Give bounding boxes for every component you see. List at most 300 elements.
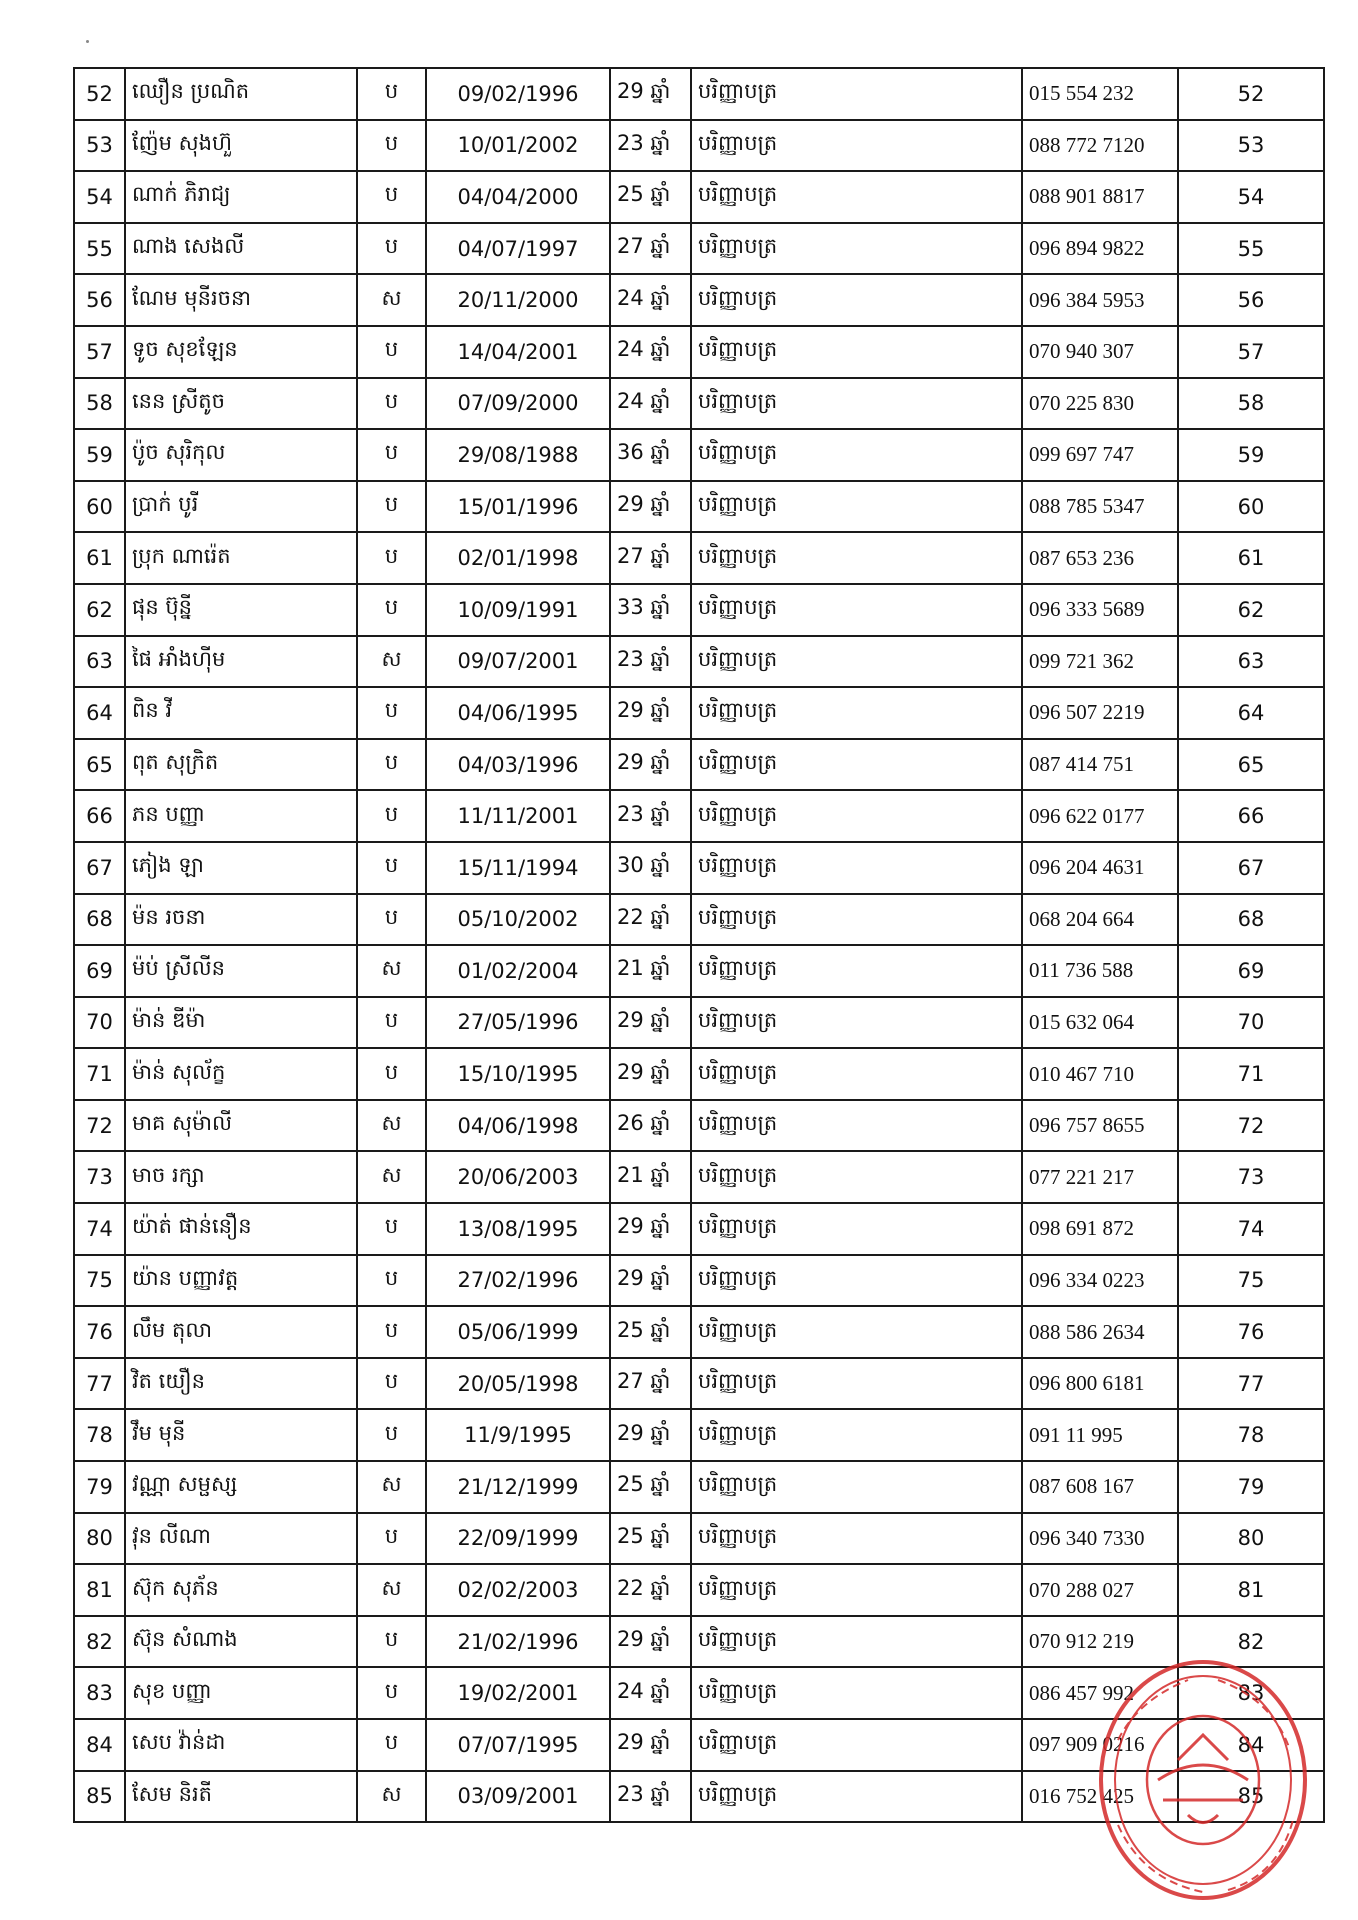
candidate-degree: បរិញ្ញាបត្រ [691, 378, 1022, 430]
table-row [74, 274, 1324, 326]
candidate-age: 29 ឆ្នាំ [610, 1255, 691, 1307]
candidate-birthdate: 21/12/1999 [426, 1461, 610, 1513]
candidate-degree: បរិញ្ញាបត្រ [691, 1564, 1022, 1616]
row-index: 77 [1178, 1358, 1324, 1410]
candidate-sex: ស [357, 1771, 426, 1823]
candidate-phone: 096 340 7330 [1022, 1513, 1178, 1565]
candidate-birthdate: 04/03/1996 [426, 739, 610, 791]
candidate-age: 25 ឆ្នាំ [610, 1461, 691, 1513]
candidate-degree: បរិញ្ញាបត្រ [691, 1667, 1022, 1719]
row-index: 52 [1178, 68, 1324, 120]
candidate-name: ពុត សុក្រិត [125, 739, 357, 791]
row-index: 62 [1178, 584, 1324, 636]
row-index: 69 [1178, 945, 1324, 997]
candidate-sex: ប [357, 68, 426, 120]
row-index: 56 [1178, 274, 1324, 326]
candidate-name: ណាក់ ភិរាជ្យ [125, 171, 357, 223]
candidate-sex: ស [357, 1461, 426, 1513]
row-number: 77 [74, 1358, 125, 1410]
candidate-phone: 096 622 0177 [1022, 790, 1178, 842]
candidate-name: នេន ស្រីតូច [125, 378, 357, 430]
row-index: 55 [1178, 223, 1324, 275]
candidate-degree: បរិញ្ញាបត្រ [691, 945, 1022, 997]
row-index: 85 [1178, 1771, 1324, 1823]
candidate-phone: 015 554 232 [1022, 68, 1178, 120]
candidate-degree: បរិញ្ញាបត្រ [691, 1048, 1022, 1100]
candidate-sex: ប [357, 1255, 426, 1307]
row-number: 57 [74, 326, 125, 378]
candidate-sex: ប [357, 1048, 426, 1100]
candidate-name: ផៃ អាំងហ៊ីម [125, 636, 357, 688]
candidate-birthdate: 04/06/1998 [426, 1100, 610, 1152]
candidate-phone: 096 204 4631 [1022, 842, 1178, 894]
candidate-name: ឈឿន ប្រណិត [125, 68, 357, 120]
row-index: 82 [1178, 1616, 1324, 1668]
candidate-age: 21 ឆ្នាំ [610, 1151, 691, 1203]
candidate-name: ពិន វី [125, 687, 357, 739]
candidate-table [73, 67, 1325, 1823]
candidate-phone: 097 909 0216 [1022, 1719, 1178, 1771]
candidate-phone: 087 414 751 [1022, 739, 1178, 791]
candidate-sex: ប [357, 1667, 426, 1719]
candidate-sex: ប [357, 1358, 426, 1410]
table-row [74, 894, 1324, 946]
candidate-age: 23 ឆ្នាំ [610, 790, 691, 842]
candidate-birthdate: 11/9/1995 [426, 1409, 610, 1461]
row-number: 54 [74, 171, 125, 223]
candidate-age: 23 ឆ្នាំ [610, 636, 691, 688]
candidate-phone: 096 800 6181 [1022, 1358, 1178, 1410]
candidate-sex: ប [357, 120, 426, 172]
candidate-sex: ប [357, 223, 426, 275]
candidate-phone: 087 653 236 [1022, 532, 1178, 584]
candidate-phone: 016 752 425 [1022, 1771, 1178, 1823]
candidate-age: 22 ឆ្នាំ [610, 894, 691, 946]
row-index: 71 [1178, 1048, 1324, 1100]
row-number: 60 [74, 481, 125, 533]
row-number: 61 [74, 532, 125, 584]
row-index: 57 [1178, 326, 1324, 378]
row-number: 73 [74, 1151, 125, 1203]
candidate-birthdate: 01/02/2004 [426, 945, 610, 997]
candidate-name: យ៉ាន បញ្ញាវត្ត [125, 1255, 357, 1307]
row-number: 71 [74, 1048, 125, 1100]
candidate-name: សេប វ៉ាន់ដា [125, 1719, 357, 1771]
candidate-degree: បរិញ្ញាបត្រ [691, 1771, 1022, 1823]
row-number: 81 [74, 1564, 125, 1616]
row-number: 65 [74, 739, 125, 791]
candidate-degree: បរិញ្ញាបត្រ [691, 1616, 1022, 1668]
table-row [74, 739, 1324, 791]
candidate-age: 29 ឆ្នាំ [610, 68, 691, 120]
candidate-sex: ប [357, 997, 426, 1049]
candidate-age: 29 ឆ្នាំ [610, 1409, 691, 1461]
candidate-age: 24 ឆ្នាំ [610, 378, 691, 430]
candidate-phone: 091 11 995 [1022, 1409, 1178, 1461]
candidate-phone: 096 334 0223 [1022, 1255, 1178, 1307]
candidate-birthdate: 20/05/1998 [426, 1358, 610, 1410]
candidate-name: សែម និរតី [125, 1771, 357, 1823]
candidate-age: 29 ឆ្នាំ [610, 1719, 691, 1771]
candidate-birthdate: 11/11/2001 [426, 790, 610, 842]
candidate-age: 25 ឆ្នាំ [610, 171, 691, 223]
row-number: 76 [74, 1306, 125, 1358]
candidate-phone: 099 697 747 [1022, 429, 1178, 481]
candidate-sex: ប [357, 1409, 426, 1461]
row-number: 69 [74, 945, 125, 997]
candidate-phone: 087 608 167 [1022, 1461, 1178, 1513]
candidate-birthdate: 14/04/2001 [426, 326, 610, 378]
candidate-birthdate: 15/11/1994 [426, 842, 610, 894]
row-number: 58 [74, 378, 125, 430]
candidate-birthdate: 04/07/1997 [426, 223, 610, 275]
candidate-age: 29 ឆ្នាំ [610, 1203, 691, 1255]
candidate-degree: បរិញ្ញាបត្រ [691, 1461, 1022, 1513]
table-row [74, 120, 1324, 172]
row-index: 59 [1178, 429, 1324, 481]
table-row [74, 378, 1324, 430]
candidate-sex: ប [357, 1513, 426, 1565]
table-row [74, 584, 1324, 636]
candidate-name: វឹម មុនី [125, 1409, 357, 1461]
candidate-phone: 096 894 9822 [1022, 223, 1178, 275]
candidate-age: 33 ឆ្នាំ [610, 584, 691, 636]
candidate-age: 23 ឆ្នាំ [610, 1771, 691, 1823]
candidate-name: ភៀង ឡា [125, 842, 357, 894]
candidate-phone: 015 632 064 [1022, 997, 1178, 1049]
table-row [74, 842, 1324, 894]
candidate-degree: បរិញ្ញាបត្រ [691, 842, 1022, 894]
candidate-birthdate: 27/05/1996 [426, 997, 610, 1049]
candidate-age: 29 ឆ្នាំ [610, 997, 691, 1049]
candidate-degree: បរិញ្ញាបត្រ [691, 120, 1022, 172]
row-number: 68 [74, 894, 125, 946]
candidate-birthdate: 02/02/2003 [426, 1564, 610, 1616]
row-number: 59 [74, 429, 125, 481]
table-row [74, 532, 1324, 584]
table-row [74, 1771, 1324, 1823]
candidate-degree: បរិញ្ញាបត្រ [691, 739, 1022, 791]
candidate-age: 29 ឆ្នាំ [610, 687, 691, 739]
table-row [74, 1564, 1324, 1616]
candidate-phone: 098 691 872 [1022, 1203, 1178, 1255]
row-number: 64 [74, 687, 125, 739]
row-index: 81 [1178, 1564, 1324, 1616]
candidate-degree: បរិញ្ញាបត្រ [691, 481, 1022, 533]
candidate-birthdate: 05/06/1999 [426, 1306, 610, 1358]
row-index: 72 [1178, 1100, 1324, 1152]
candidate-sex: ស [357, 945, 426, 997]
row-index: 78 [1178, 1409, 1324, 1461]
candidate-name: វណ្ណា សម្ផស្ស [125, 1461, 357, 1513]
row-number: 78 [74, 1409, 125, 1461]
table-row [74, 997, 1324, 1049]
row-number: 66 [74, 790, 125, 842]
table-row [74, 1616, 1324, 1668]
row-index: 63 [1178, 636, 1324, 688]
candidate-sex: ប [357, 171, 426, 223]
row-index: 79 [1178, 1461, 1324, 1513]
row-index: 83 [1178, 1667, 1324, 1719]
candidate-phone: 096 507 2219 [1022, 687, 1178, 739]
row-number: 62 [74, 584, 125, 636]
candidate-phone: 096 333 5689 [1022, 584, 1178, 636]
candidate-birthdate: 20/11/2000 [426, 274, 610, 326]
candidate-age: 27 ឆ្នាំ [610, 223, 691, 275]
row-number: 80 [74, 1513, 125, 1565]
candidate-age: 24 ឆ្នាំ [610, 1667, 691, 1719]
table-row [74, 1461, 1324, 1513]
candidate-name: ណាង សេងលី [125, 223, 357, 275]
candidate-name: ម៉ាន់ សុល័ក្ខ [125, 1048, 357, 1100]
table-row [74, 1151, 1324, 1203]
candidate-birthdate: 05/10/2002 [426, 894, 610, 946]
candidate-degree: បរិញ្ញាបត្រ [691, 1255, 1022, 1307]
candidate-degree: បរិញ្ញាបត្រ [691, 223, 1022, 275]
row-number: 82 [74, 1616, 125, 1668]
candidate-age: 27 ឆ្នាំ [610, 1358, 691, 1410]
row-index: 80 [1178, 1513, 1324, 1565]
candidate-age: 25 ឆ្នាំ [610, 1513, 691, 1565]
candidate-name: ម៉ាន់ ឌីម៉ា [125, 997, 357, 1049]
candidate-birthdate: 15/01/1996 [426, 481, 610, 533]
candidate-degree: បរិញ្ញាបត្រ [691, 584, 1022, 636]
candidate-birthdate: 03/09/2001 [426, 1771, 610, 1823]
candidate-age: 21 ឆ្នាំ [610, 945, 691, 997]
candidate-age: 25 ឆ្នាំ [610, 1306, 691, 1358]
row-number: 85 [74, 1771, 125, 1823]
candidate-table-body [74, 68, 1324, 1822]
candidate-name: លឹម តុលា [125, 1306, 357, 1358]
candidate-birthdate: 10/09/1991 [426, 584, 610, 636]
candidate-degree: បរិញ្ញាបត្រ [691, 636, 1022, 688]
candidate-birthdate: 09/02/1996 [426, 68, 610, 120]
row-number: 63 [74, 636, 125, 688]
candidate-degree: បរិញ្ញាបត្រ [691, 274, 1022, 326]
candidate-phone: 088 772 7120 [1022, 120, 1178, 172]
candidate-sex: ប [357, 790, 426, 842]
candidate-name: វុន លីណា [125, 1513, 357, 1565]
table-row [74, 945, 1324, 997]
candidate-sex: ប [357, 739, 426, 791]
row-index: 70 [1178, 997, 1324, 1049]
table-row [74, 1048, 1324, 1100]
row-index: 73 [1178, 1151, 1324, 1203]
candidate-degree: បរិញ្ញាបត្រ [691, 532, 1022, 584]
candidate-age: 29 ឆ្នាំ [610, 1616, 691, 1668]
table-row [74, 1667, 1324, 1719]
row-index: 64 [1178, 687, 1324, 739]
candidate-name: ប្រាក់ បូរី [125, 481, 357, 533]
table-row [74, 1203, 1324, 1255]
candidate-age: 29 ឆ្នាំ [610, 1048, 691, 1100]
row-index: 66 [1178, 790, 1324, 842]
candidate-sex: ស [357, 1564, 426, 1616]
candidate-phone: 099 721 362 [1022, 636, 1178, 688]
candidate-phone: 088 586 2634 [1022, 1306, 1178, 1358]
candidate-name: ភន បញ្ញា [125, 790, 357, 842]
candidate-sex: ប [357, 326, 426, 378]
candidate-age: 27 ឆ្នាំ [610, 532, 691, 584]
candidate-degree: បរិញ្ញាបត្រ [691, 1306, 1022, 1358]
candidate-age: 29 ឆ្នាំ [610, 739, 691, 791]
candidate-birthdate: 07/09/2000 [426, 378, 610, 430]
table-row [74, 1513, 1324, 1565]
row-number: 74 [74, 1203, 125, 1255]
candidate-age: 29 ឆ្នាំ [610, 481, 691, 533]
table-row [74, 687, 1324, 739]
candidate-phone: 088 785 5347 [1022, 481, 1178, 533]
candidate-name: ណែម មុនីរចនា [125, 274, 357, 326]
candidate-degree: បរិញ្ញាបត្រ [691, 1513, 1022, 1565]
row-index: 74 [1178, 1203, 1324, 1255]
row-number: 70 [74, 997, 125, 1049]
candidate-phone: 088 901 8817 [1022, 171, 1178, 223]
candidate-name: ស៊ុក សុភ័ន [125, 1564, 357, 1616]
candidate-sex: ប [357, 894, 426, 946]
candidate-name: ម៉ន រចនា [125, 894, 357, 946]
candidate-birthdate: 13/08/1995 [426, 1203, 610, 1255]
candidate-sex: ប [357, 378, 426, 430]
candidate-degree: បរិញ្ញាបត្រ [691, 171, 1022, 223]
candidate-sex: ស [357, 274, 426, 326]
row-number: 79 [74, 1461, 125, 1513]
candidate-phone: 096 384 5953 [1022, 274, 1178, 326]
candidate-birthdate: 20/06/2003 [426, 1151, 610, 1203]
table-row [74, 1409, 1324, 1461]
candidate-age: 22 ឆ្នាំ [610, 1564, 691, 1616]
candidate-sex: ស [357, 1100, 426, 1152]
candidate-phone: 070 288 027 [1022, 1564, 1178, 1616]
row-number: 56 [74, 274, 125, 326]
candidate-degree: បរិញ្ញាបត្រ [691, 1358, 1022, 1410]
candidate-name: ម៉ប់ ស្រីលីន [125, 945, 357, 997]
candidate-birthdate: 15/10/1995 [426, 1048, 610, 1100]
candidate-degree: បរិញ្ញាបត្រ [691, 1100, 1022, 1152]
candidate-phone: 070 940 307 [1022, 326, 1178, 378]
candidate-age: 23 ឆ្នាំ [610, 120, 691, 172]
candidate-degree: បរិញ្ញាបត្រ [691, 997, 1022, 1049]
candidate-sex: ស [357, 1151, 426, 1203]
candidate-phone: 086 457 992 [1022, 1667, 1178, 1719]
candidate-phone: 011 736 588 [1022, 945, 1178, 997]
candidate-birthdate: 19/02/2001 [426, 1667, 610, 1719]
row-index: 58 [1178, 378, 1324, 430]
candidate-name: ផុន ប៊ុន្នី [125, 584, 357, 636]
candidate-sex: ប [357, 1719, 426, 1771]
row-number: 75 [74, 1255, 125, 1307]
candidate-name: ញ៉ែម សុងហ៊ួ [125, 120, 357, 172]
row-index: 54 [1178, 171, 1324, 223]
candidate-birthdate: 10/01/2002 [426, 120, 610, 172]
row-index: 76 [1178, 1306, 1324, 1358]
candidate-name: វិត យឿន [125, 1358, 357, 1410]
candidate-phone: 010 467 710 [1022, 1048, 1178, 1100]
table-row [74, 790, 1324, 842]
row-number: 55 [74, 223, 125, 275]
row-index: 67 [1178, 842, 1324, 894]
candidate-name: មាគ សុម៉ាលី [125, 1100, 357, 1152]
table-row [74, 326, 1324, 378]
row-number: 53 [74, 120, 125, 172]
candidate-sex: ប [357, 1203, 426, 1255]
candidate-sex: ប [357, 429, 426, 481]
candidate-age: 24 ឆ្នាំ [610, 326, 691, 378]
candidate-sex: ប [357, 1616, 426, 1668]
candidate-birthdate: 04/06/1995 [426, 687, 610, 739]
candidate-birthdate: 29/08/1988 [426, 429, 610, 481]
row-index: 60 [1178, 481, 1324, 533]
candidate-phone: 068 204 664 [1022, 894, 1178, 946]
candidate-name: ស៊ុន សំណាង [125, 1616, 357, 1668]
row-index: 53 [1178, 120, 1324, 172]
candidate-phone: 070 912 219 [1022, 1616, 1178, 1668]
table-row [74, 429, 1324, 481]
candidate-age: 30 ឆ្នាំ [610, 842, 691, 894]
row-index: 61 [1178, 532, 1324, 584]
row-number: 83 [74, 1667, 125, 1719]
candidate-sex: ប [357, 532, 426, 584]
candidate-age: 26 ឆ្នាំ [610, 1100, 691, 1152]
candidate-birthdate: 04/04/2000 [426, 171, 610, 223]
row-number: 52 [74, 68, 125, 120]
row-index: 75 [1178, 1255, 1324, 1307]
candidate-sex: ប [357, 687, 426, 739]
candidate-sex: ប [357, 1306, 426, 1358]
candidate-name: ទូច សុខឡែន [125, 326, 357, 378]
candidate-phone: 077 221 217 [1022, 1151, 1178, 1203]
candidate-degree: បរិញ្ញាបត្រ [691, 687, 1022, 739]
candidate-sex: ប [357, 584, 426, 636]
candidate-sex: ប [357, 842, 426, 894]
candidate-degree: បរិញ្ញាបត្រ [691, 1409, 1022, 1461]
candidate-degree: បរិញ្ញាបត្រ [691, 790, 1022, 842]
candidate-degree: បរិញ្ញាបត្រ [691, 894, 1022, 946]
row-number: 72 [74, 1100, 125, 1152]
candidate-age: 24 ឆ្នាំ [610, 274, 691, 326]
candidate-degree: បរិញ្ញាបត្រ [691, 429, 1022, 481]
candidate-name: យ៉ាត់ ផាន់នឿន [125, 1203, 357, 1255]
table-row [74, 223, 1324, 275]
table-row [74, 1255, 1324, 1307]
candidate-degree: បរិញ្ញាបត្រ [691, 1203, 1022, 1255]
candidate-degree: បរិញ្ញាបត្រ [691, 1151, 1022, 1203]
candidate-birthdate: 21/02/1996 [426, 1616, 610, 1668]
scan-dot [86, 40, 89, 43]
candidate-birthdate: 07/07/1995 [426, 1719, 610, 1771]
candidate-degree: បរិញ្ញាបត្រ [691, 1719, 1022, 1771]
table-row [74, 171, 1324, 223]
candidate-sex: ស [357, 636, 426, 688]
candidate-birthdate: 09/07/2001 [426, 636, 610, 688]
candidate-birthdate: 02/01/1998 [426, 532, 610, 584]
table-row [74, 636, 1324, 688]
table-row [74, 481, 1324, 533]
table-row [74, 1719, 1324, 1771]
row-index: 68 [1178, 894, 1324, 946]
candidate-name: ប្រុក ណារ៉េត [125, 532, 357, 584]
table-row [74, 68, 1324, 120]
candidate-name: មាច រក្សា [125, 1151, 357, 1203]
table-row [74, 1358, 1324, 1410]
table-row [74, 1306, 1324, 1358]
row-index: 65 [1178, 739, 1324, 791]
row-number: 84 [74, 1719, 125, 1771]
candidate-sex: ប [357, 481, 426, 533]
row-index: 84 [1178, 1719, 1324, 1771]
candidate-name: សុខ បញ្ញា [125, 1667, 357, 1719]
candidate-phone: 096 757 8655 [1022, 1100, 1178, 1152]
